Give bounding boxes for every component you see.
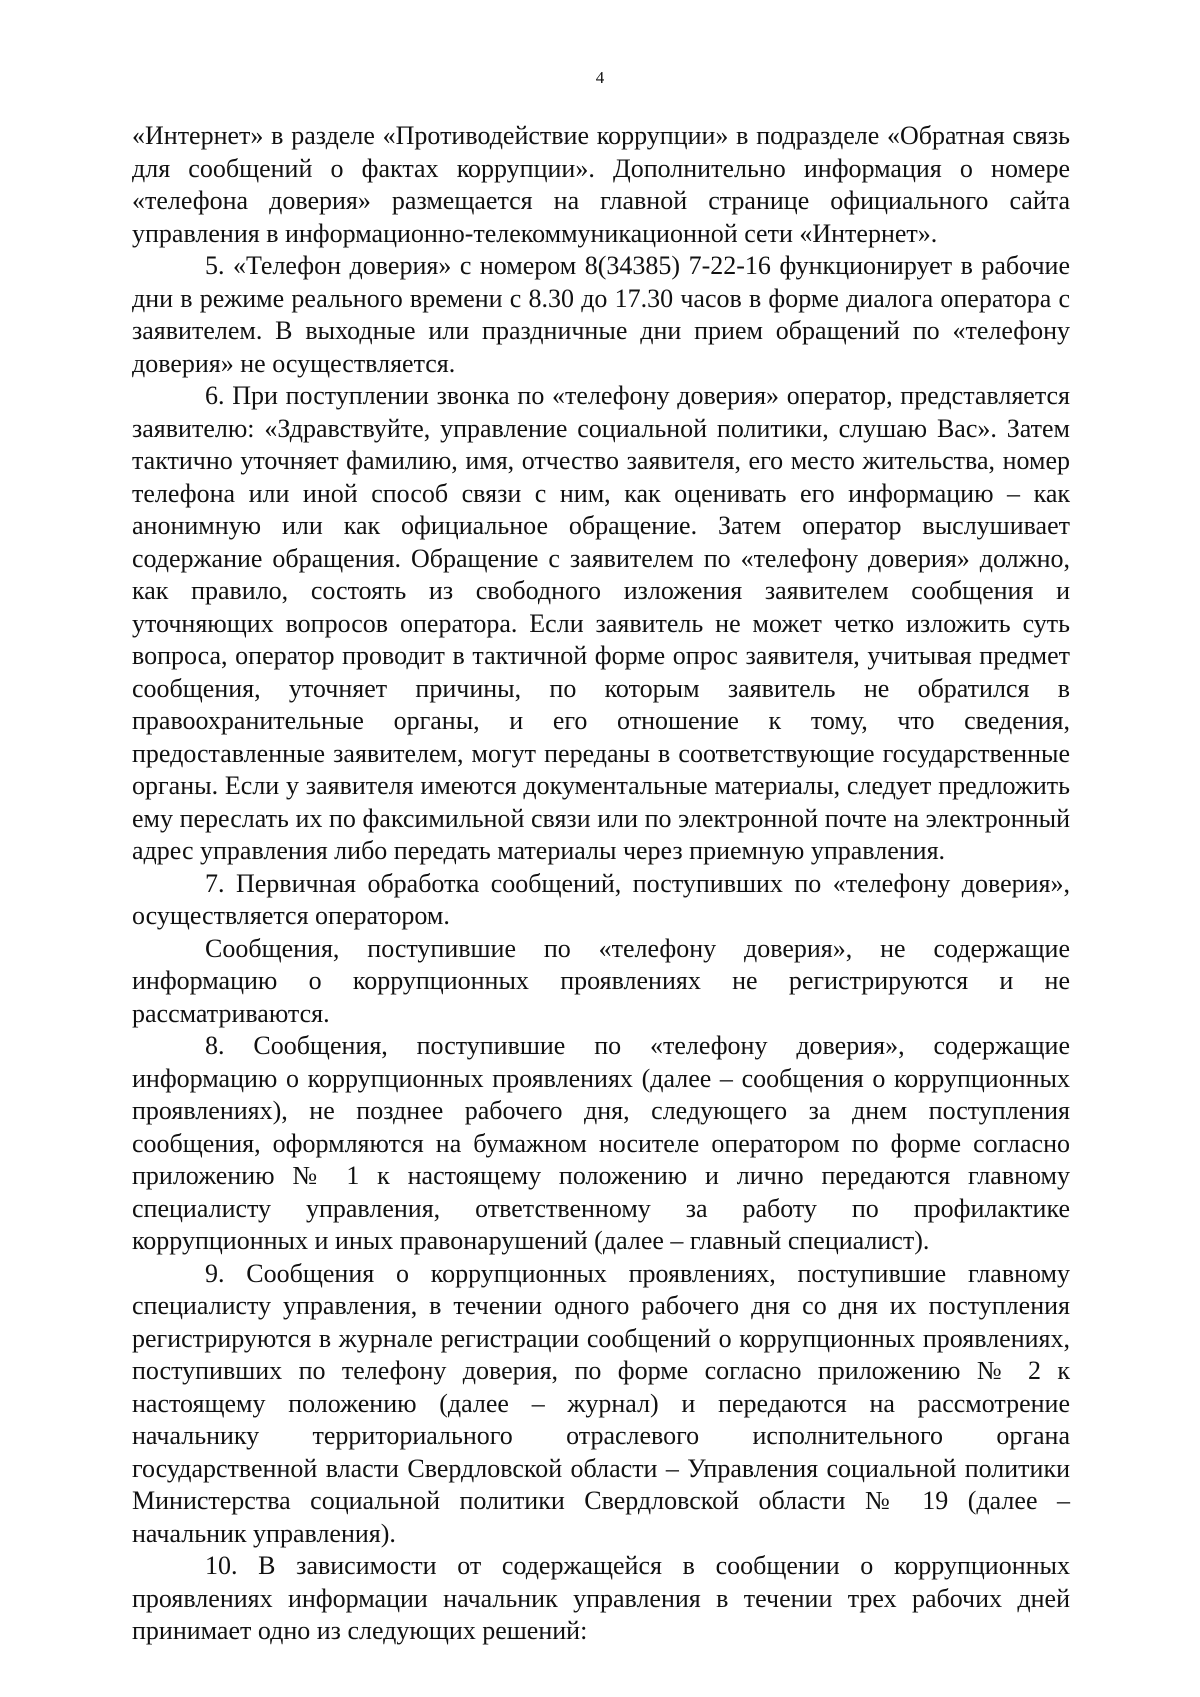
paragraph-7-note: Сообщения, поступившие по «телефону доверия», не содержащие информацию о коррупционных проявлениях не регистрируются и не рассматриваются.: [132, 933, 1070, 1028]
page-number: 4: [595, 68, 605, 87]
paragraph-8: 8. Сообщения, поступившие по «телефону доверия», содержащие информацию о коррупционных проявлениях (далее – сообщения о коррупционных проявлениях), не позднее рабочего дня, следующего за днем поступления сообщения, оформляются на бумажном носителе оператором по форме согласно приложению № 1 к настоящему положению и лично передаются главному специалисту управления, ответственному за работу по профилактике коррупционных и иных правонарушений (далее – главный специалист).: [132, 1031, 1070, 1255]
paragraph-9: 9. Сообщения о коррупционных проявлениях, поступившие главному специалисту управления, в течении одного рабочего дня со дня их поступления регистрируются в журнале регистрации сообщений о коррупционных проявлениях, поступивших по телефону доверия, по форме согласно приложению № 2 к настоящему положению (далее – журнал) и передаются на рассмотрение начальнику территориального отраслевого исполнительного органа государственной власти Свердловской области – Управления социальной политики Министерства социальной политики Свердловской области № 19 (далее – начальник управления).: [132, 1258, 1070, 1548]
paragraph-5: 5. «Телефон доверия» с номером 8(34385) 7-22-16 функционирует в рабочие дни в режиме реального времени с 8.30 до 17.30 часов в форме диалога оператора с заявителем. В выходные или праздничные дни прием обращений по «телефону доверия» не осуществляется.: [132, 251, 1070, 378]
paragraph-continuation: «Интернет» в разделе «Противодействие коррупции» в подразделе «Обратная связь для сообщений о фактах коррупции». Дополнительно информация о номере «телефона доверия» размещается на главной странице официального сайта управления в информационно-телекоммуникационной сети «Интернет».: [132, 121, 1070, 248]
document-body: [132, 120, 1070, 1648]
paragraph-6: 6. При поступлении звонка по «телефону доверия» оператор, представляется заявителю: «Здравствуйте, управление социальной политики, слушаю Вас». Затем тактично уточняет фамилию, имя, отчество заявителя, его место жительства, номер телефона или иной способ связи с ним, как оценивать его информацию – как анонимную или как официальное обращение. Затем оператор выслушивает содержание обращения. Обращение с заявителем по «телефону доверия» должно, как правило, состоять из свободного изложения заявителем сообщения и уточняющих вопросов оператора. Если заявитель не может четко изложить суть вопроса, оператор проводит в тактичной форме опрос заявителя, учитывая предмет сообщения, уточняет причины, по которым заявитель не обратился в правоохранительные органы, и его отношение к тому, что сведения, предоставленные заявителем, могут переданы в соответствующие государственные органы. Если у заявителя имеются документальные материалы, следует предложить ему переслать их по факсимильной связи или по электронной почте на электронный адрес управления либо передать материалы через приемную управления.: [132, 381, 1070, 865]
paragraph-10: 10. В зависимости от содержащейся в сообщении о коррупционных проявлениях информации начальник управления в течении трех рабочих дней принимает одно из следующих решений:: [132, 1551, 1070, 1645]
paragraph-7: 7. Первичная обработка сообщений, поступивших по «телефону доверия», осуществляется оператором.: [132, 868, 1070, 930]
